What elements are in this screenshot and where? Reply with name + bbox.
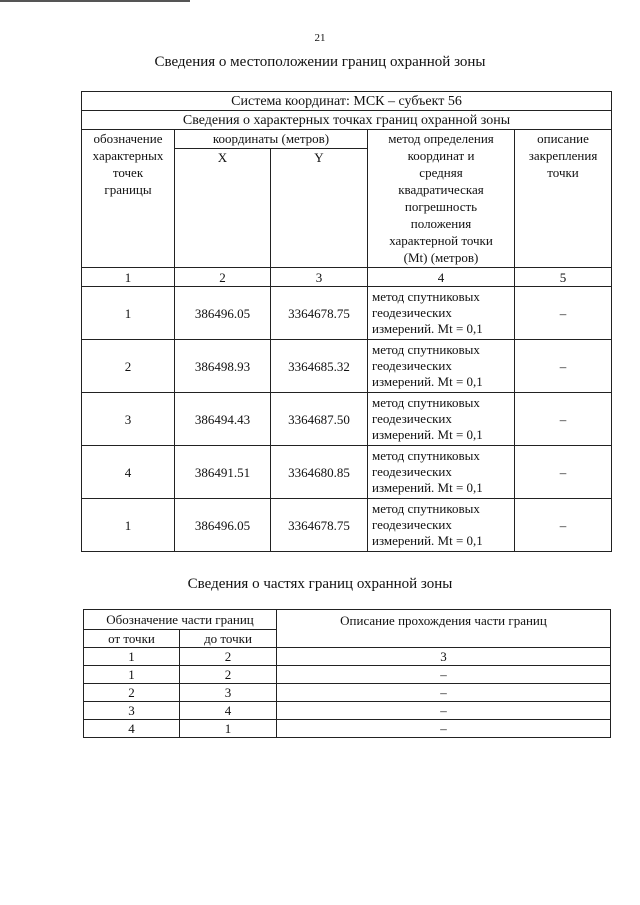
method-cell — [368, 340, 515, 393]
desc-cell: – — [277, 684, 611, 702]
coordinate-system-header: Система координат: МСК – субъект 56 — [82, 92, 612, 111]
col-number: 2 — [180, 648, 277, 666]
boundary-parts-table — [83, 609, 611, 738]
method-line: измерений. Mt = 0,1 — [372, 321, 483, 336]
x-coordinate-cell: 386496.05 — [175, 499, 271, 552]
y-coordinate-cell: 3364687.50 — [271, 393, 368, 446]
boundary-points-table — [81, 91, 612, 552]
x-coordinate-cell: 386494.43 — [175, 393, 271, 446]
header-line: (Mt) (метров) — [403, 250, 479, 265]
header-line: границы — [104, 182, 152, 197]
x-coordinate-cell: 386496.05 — [175, 287, 271, 340]
table-row — [82, 499, 612, 552]
y-coordinate-cell: 3364685.32 — [271, 340, 368, 393]
method-line: измерений. Mt = 0,1 — [372, 480, 483, 495]
from-cell: 3 — [84, 702, 180, 720]
method-line: метод спутниковых — [372, 342, 480, 357]
y-coordinate-cell: 3364680.85 — [271, 446, 368, 499]
col-number: 4 — [368, 268, 515, 287]
points-subheader: Сведения о характерных точках границ охранной зоны — [82, 111, 612, 130]
parts-header: Обозначение части границ — [84, 610, 277, 630]
x-coordinate-cell: 386491.51 — [175, 446, 271, 499]
header-line: метод определения — [388, 131, 494, 146]
table-row — [84, 702, 611, 720]
to-point-header: до точки — [180, 630, 277, 648]
header-line: погрешность — [404, 199, 478, 214]
header-line: обозначение — [93, 131, 163, 146]
from-cell: 4 — [84, 720, 180, 738]
table-row — [82, 393, 612, 446]
y-coordinate-cell: 3364678.75 — [271, 499, 368, 552]
header-line: характерной точки — [389, 233, 493, 248]
point-id-cell: 3 — [82, 393, 175, 446]
header-line: положения — [410, 216, 472, 231]
method-line: метод спутниковых — [372, 448, 480, 463]
section-title: Сведения о местоположении границ охранной зоны — [154, 54, 486, 70]
description-header: Описание прохождения части границ — [277, 610, 611, 648]
header-line: точки — [547, 165, 579, 180]
method-line: измерений. Mt = 0,1 — [372, 374, 483, 389]
col-header-point — [82, 130, 175, 268]
method-line: геодезических — [372, 517, 452, 532]
fixing-cell: – — [515, 393, 612, 446]
table-row — [82, 287, 612, 340]
col-number: 1 — [82, 268, 175, 287]
col-number: 3 — [277, 648, 611, 666]
point-id-cell: 1 — [82, 287, 175, 340]
point-id-cell: 4 — [82, 446, 175, 499]
to-cell: 4 — [180, 702, 277, 720]
table-row — [84, 666, 611, 684]
header-line: квадратическая — [398, 182, 484, 197]
method-line: метод спутниковых — [372, 395, 480, 410]
method-line: геодезических — [372, 358, 452, 373]
header-line: описание — [537, 131, 589, 146]
from-point-header: от точки — [84, 630, 180, 648]
col-number: 1 — [84, 648, 180, 666]
parts-section-title: Сведения о частях границ охранной зоны — [187, 576, 453, 592]
method-line: геодезических — [372, 305, 452, 320]
method-cell — [368, 446, 515, 499]
fixing-cell: – — [515, 340, 612, 393]
col-number: 5 — [515, 268, 612, 287]
col-number: 2 — [175, 268, 271, 287]
method-line: метод спутниковых — [372, 501, 480, 516]
header-line: характерных — [92, 148, 164, 163]
col-header-x: X — [175, 149, 271, 268]
from-cell: 1 — [84, 666, 180, 684]
desc-cell: – — [277, 666, 611, 684]
col-header-method — [368, 130, 515, 268]
from-cell: 2 — [84, 684, 180, 702]
y-coordinate-cell: 3364678.75 — [271, 287, 368, 340]
point-id-cell: 2 — [82, 340, 175, 393]
fixing-cell: – — [515, 446, 612, 499]
method-cell — [368, 499, 515, 552]
method-line: измерений. Mt = 0,1 — [372, 427, 483, 442]
method-cell — [368, 393, 515, 446]
col-header-y: Y — [271, 149, 368, 268]
table-row — [82, 446, 612, 499]
method-line: метод спутниковых — [372, 289, 480, 304]
col-header-fixing — [515, 130, 612, 268]
method-line: геодезических — [372, 464, 452, 479]
header-line: закрепления — [528, 148, 598, 163]
top-rule — [0, 0, 190, 2]
col-number: 3 — [271, 268, 368, 287]
to-cell: 2 — [180, 666, 277, 684]
point-id-cell: 1 — [82, 499, 175, 552]
header-line: точек — [112, 165, 144, 180]
header-line: координат и — [407, 148, 475, 163]
table-row — [84, 684, 611, 702]
header-line: средняя — [419, 165, 463, 180]
fixing-cell: – — [515, 287, 612, 340]
table-row — [82, 340, 612, 393]
method-line: геодезических — [372, 411, 452, 426]
to-cell: 3 — [180, 684, 277, 702]
method-cell — [368, 287, 515, 340]
col-header-coordinates: координаты (метров) — [175, 130, 368, 149]
table-row — [84, 720, 611, 738]
desc-cell: – — [277, 702, 611, 720]
to-cell: 1 — [180, 720, 277, 738]
desc-cell: – — [277, 720, 611, 738]
x-coordinate-cell: 386498.93 — [175, 340, 271, 393]
method-line: измерений. Mt = 0,1 — [372, 533, 483, 548]
fixing-cell: – — [515, 499, 612, 552]
page-number: 21 — [314, 32, 326, 44]
